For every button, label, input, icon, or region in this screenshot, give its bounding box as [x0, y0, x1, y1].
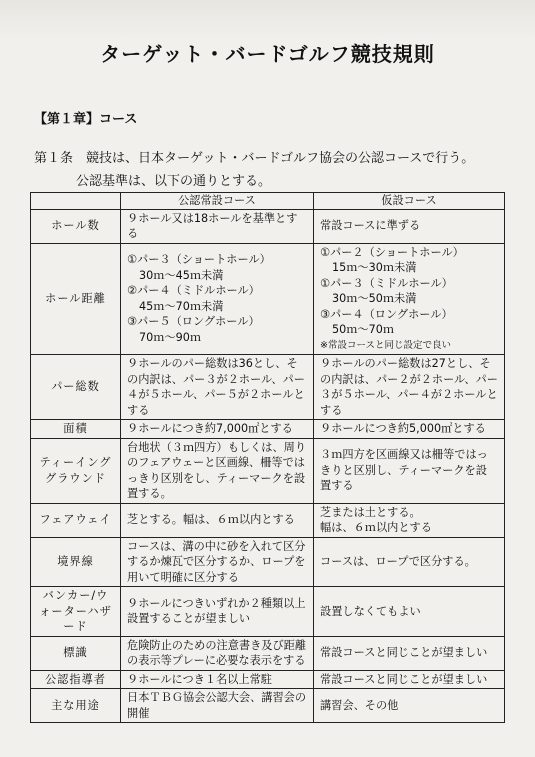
table-row — [31, 636, 505, 670]
table-row — [31, 503, 505, 537]
official-cell: ９ホールのパー総数は36とし、その内訳は、パー３が２ホール、パー４が５ホール、パー５が２ホールとする — [121, 355, 314, 420]
row-label: 面積 — [31, 420, 121, 439]
official-cell: 芝とする。幅は、６ｍ以内とする — [121, 503, 314, 537]
table-row — [31, 438, 505, 503]
header-blank — [31, 193, 121, 210]
row-label: フェアウェイ — [31, 503, 121, 537]
temporary-cell: ９ホールにつき約5,000㎡とする — [314, 420, 505, 439]
temporary-cell: 常設コースに準ずる — [314, 209, 505, 243]
official-cell: 危険防止のための注意書き及び距離の表示等プレーに必要な表示をする — [121, 636, 314, 670]
page-edge-shading — [0, 0, 535, 40]
row-label: ティーインググラウンド — [31, 438, 121, 503]
table-row — [31, 670, 505, 689]
table-row — [31, 355, 505, 420]
official-cell: 台地状（３ｍ四方）もしくは、周りのフェアウェーと区画線、柵等ではっきり区別をし、ティーマークを設置する。 — [121, 438, 314, 503]
table-row — [31, 243, 505, 355]
table-row — [31, 537, 505, 587]
temporary-cell: コースは、ロープで区分する。 — [314, 537, 505, 587]
header-temporary-course: 仮設コース — [314, 193, 505, 210]
temporary-cell: ３ｍ四方を区画線又は柵等ではっきりと区別し、ティーマークを設置する — [314, 438, 505, 503]
chapter-heading: 【第１章】コース — [34, 112, 138, 127]
table-row — [31, 587, 505, 637]
row-label: ホール距離 — [31, 243, 121, 355]
row-label: 主な用途 — [31, 689, 121, 723]
temporary-note: ※常設コースと同じ設定で良い — [320, 339, 451, 351]
official-cell: 日本ＴＢＧ協会公認大会、講習会の開催 — [121, 689, 314, 723]
temporary-cell: 講習会、その他 — [314, 689, 505, 723]
temporary-cell: ９ホールのパー総数は27とし、その内訳は、パー２が２ホール、パー３が５ホール、パー４が２ホールとする — [314, 355, 505, 420]
temporary-cell: 常設コースと同じことが望ましい — [314, 670, 505, 689]
official-cell: ９ホールにつき１名以上常駐 — [121, 670, 314, 689]
temporary-cell: 設置しなくてもよい — [314, 587, 505, 637]
temporary-cell: ①パー２（ショートホール） 15ｍ〜30ｍ未満 ①パー３（ミドルホール） 30ｍ〜50ｍ未満 ③パー４（ロングホール） 50ｍ〜70ｍ ※常設コースと同じ設定で良い — [314, 243, 505, 355]
temporary-cell: 芝または土とする。 幅は、６ｍ以内とする — [314, 503, 505, 537]
course-standards-table — [30, 192, 505, 723]
row-label: ホール数 — [31, 209, 121, 243]
page-title: ターゲット・バードゴルフ競技規則 — [100, 42, 435, 66]
official-cell: ９ホールにつきいずれか２種類以上設置することが望ましい — [121, 587, 314, 637]
article-line-1: 第１条 競技は、日本ターゲット・バードゴルフ協会の公認コースで行う。 — [34, 151, 475, 166]
temporary-cell: 常設コースと同じことが望ましい — [314, 636, 505, 670]
row-label: 公認指導者 — [31, 670, 121, 689]
table-row — [31, 420, 505, 439]
official-cell: ①パー３（ショートホール） 30ｍ〜45ｍ未満 ②パー４（ミドルホール） 45ｍ〜70ｍ未満 ③パー５（ロングホール） 70ｍ〜90ｍ — [121, 243, 314, 355]
row-label: 標識 — [31, 636, 121, 670]
header-official-course: 公認常設コース — [121, 193, 314, 210]
article-text — [34, 147, 504, 193]
official-cell: ９ホール又は18ホールを基準とする — [121, 209, 314, 243]
row-label: 境界線 — [31, 537, 121, 587]
article-line-2: 公認基準は、以下の通りとする。 — [76, 174, 272, 189]
table-row — [31, 209, 505, 243]
official-cell: ９ホールにつき約7,000㎡とする — [121, 420, 314, 439]
table-header-row — [31, 193, 505, 210]
table-row — [31, 689, 505, 723]
row-label: パー総数 — [31, 355, 121, 420]
official-cell: コースは、溝の中に砂を入れて区分するか煉瓦で区分するか、ロープを用いて明確に区分する — [121, 537, 314, 587]
row-label: バンカー/ウォーターハザード — [31, 587, 121, 637]
